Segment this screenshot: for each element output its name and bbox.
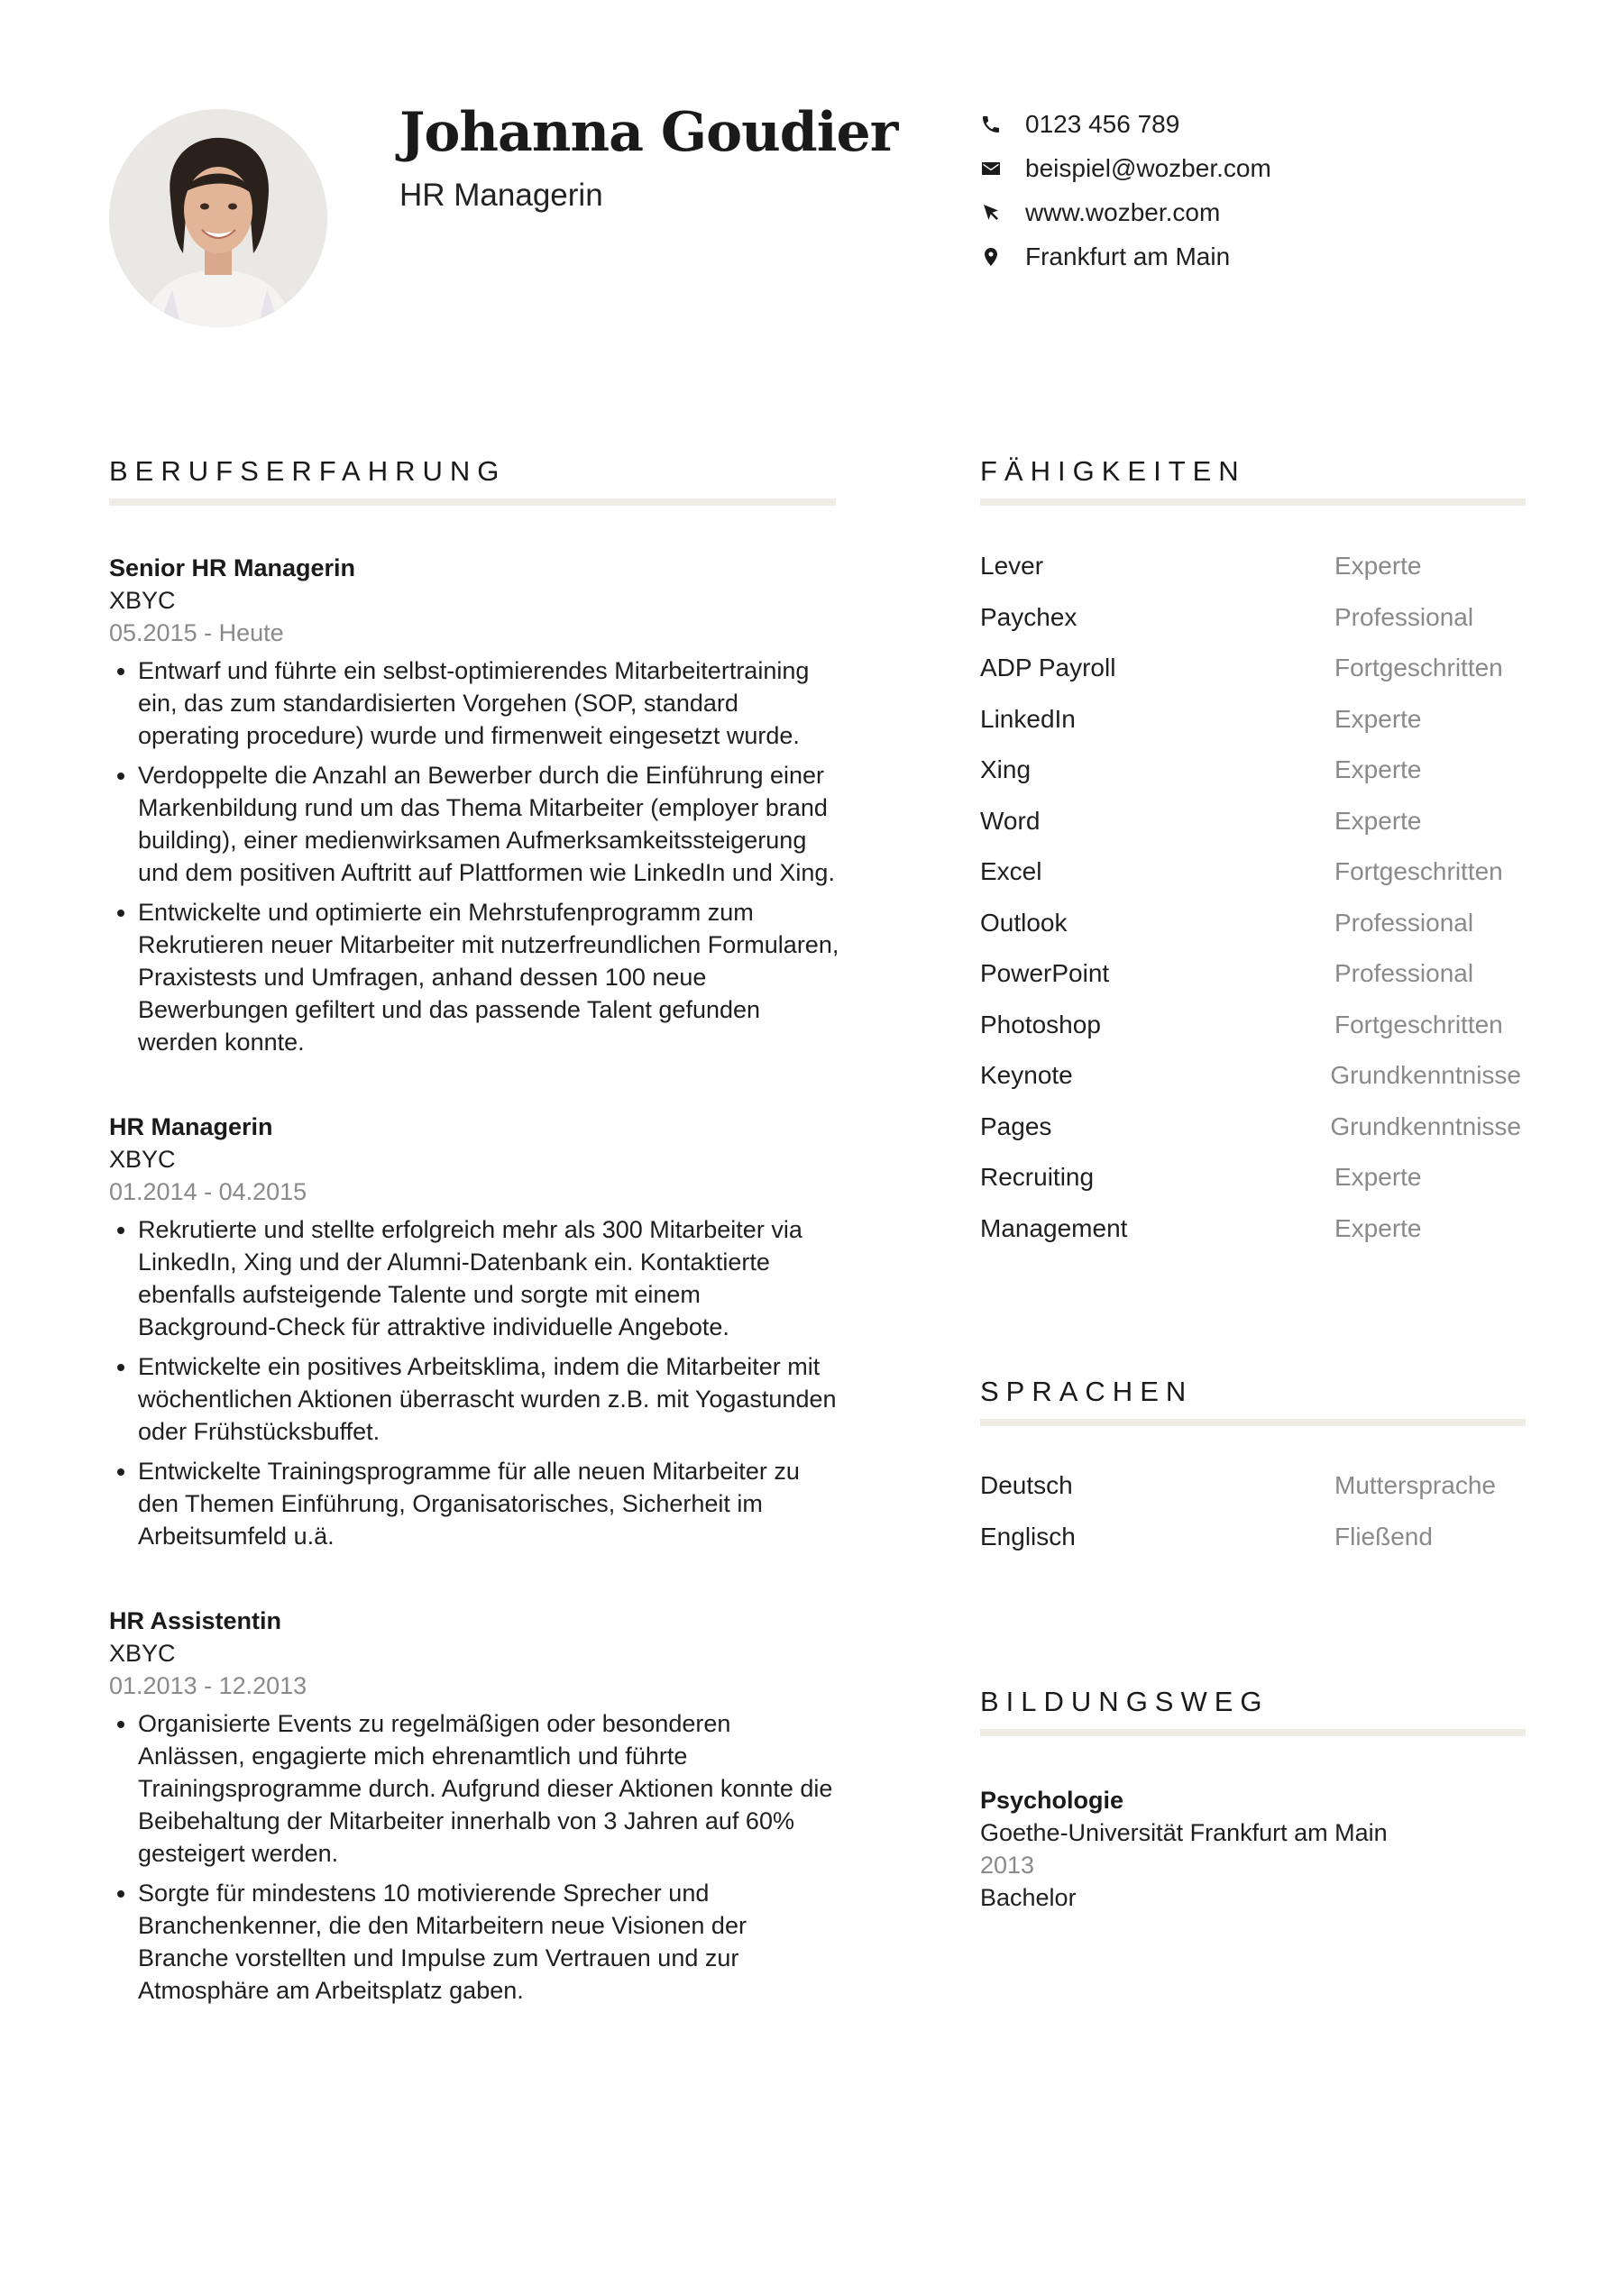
job-company: XBYC (109, 1146, 176, 1173)
education-year: 2013 (980, 1852, 1035, 1879)
profile-photo-illustration (109, 109, 327, 327)
skills-list (980, 552, 1521, 1265)
job-dates: 05.2015 - Heute (109, 619, 284, 646)
candidate-name: Johanna Goudier (399, 101, 898, 164)
skill-name: Lever (980, 552, 1044, 580)
education-school: Goethe-Universität Frankfurt am Main (980, 1819, 1388, 1846)
job-bullets (109, 1707, 839, 2007)
skill-row (980, 909, 1521, 960)
job-entry (109, 1605, 839, 2007)
skill-name: LinkedIn (980, 704, 1076, 733)
education-entry (980, 1784, 1521, 1914)
skill-row (980, 755, 1521, 807)
education-subject: Psychologie (980, 1787, 1124, 1814)
job-bullets (109, 654, 839, 1058)
skill-level: Fortgeschritten (1334, 654, 1503, 681)
language-level: Fließend (1334, 1522, 1433, 1550)
skills-heading: FÄHIGKEITEN (980, 455, 1246, 487)
skill-name: Paychex (980, 602, 1077, 631)
skill-level: Professional (1334, 602, 1474, 631)
skill-name: Xing (980, 755, 1032, 783)
skill-level: Experte (1334, 1163, 1422, 1191)
skill-row (980, 552, 1521, 603)
skill-row (980, 1061, 1521, 1112)
job-bullets (109, 1213, 839, 1552)
skill-row (980, 705, 1521, 756)
languages-divider (980, 1419, 1526, 1426)
skill-row (980, 654, 1521, 705)
contact-location-text: Frankfurt am Main (1025, 242, 1231, 270)
job-entry (109, 1111, 839, 1552)
job-dates: 01.2014 - 04.2015 (109, 1178, 307, 1205)
skill-row (980, 959, 1521, 1011)
candidate-role: HR Managerin (399, 178, 603, 213)
skill-level: Experte (1334, 704, 1422, 733)
skill-row (980, 807, 1521, 858)
job-dates: 01.2013 - 12.2013 (109, 1672, 307, 1699)
language-name: Englisch (980, 1522, 1076, 1550)
skill-name: Recruiting (980, 1163, 1095, 1191)
languages-list (980, 1471, 1521, 1573)
skill-row (980, 1011, 1521, 1062)
skill-name: Photoshop (980, 1010, 1101, 1038)
skill-row (980, 1163, 1521, 1214)
skill-level: Experte (1334, 1213, 1422, 1242)
phone-icon (980, 114, 1002, 135)
job-company: XBYC (109, 587, 176, 614)
skill-row (980, 1214, 1521, 1266)
contact-location (980, 234, 1271, 279)
language-level: Muttersprache (1334, 1471, 1496, 1499)
cursor-icon (980, 202, 1002, 224)
skill-level: Fortgeschritten (1334, 1010, 1503, 1038)
job-bullet: • Verdoppelte die Anzahl an Bewerber durch die Einführung einer Markenbildung rund um das Thema Mitarbeiter (employer brand building), einer medienwirksamen Aufmerksamkeitssteigerung und dem positiven Auftritt auf Plattformen wie LinkedIn und Xing. (138, 759, 839, 889)
experience-heading: BERUFSERFAHRUNG (109, 455, 507, 487)
language-row (980, 1471, 1521, 1523)
job-entry (109, 552, 839, 1058)
skill-level: Fortgeschritten (1334, 857, 1503, 885)
skill-name: Outlook (980, 908, 1068, 937)
skill-name: Keynote (980, 1061, 1073, 1089)
job-bullet: • Sorgte für mindestens 10 motivierende Sprecher und Branchenkenner, die den Mitarbeitern neue Visionen der Branche vorstellten und Impulse zum Vertrauen und zur Atmosphäre am Arbeitsplatz gaben. (138, 1877, 839, 2007)
education-heading: BILDUNGSWEG (980, 1686, 1270, 1717)
skill-name: Excel (980, 857, 1042, 885)
contact-list (980, 102, 1271, 279)
skill-name: PowerPoint (980, 959, 1110, 987)
skill-row (980, 857, 1521, 909)
job-bullet: • Organisierte Events zu regelmäßigen oder besonderen Anlässen, engagierte mich ehrenamtlich und führte Trainingsprogramme durch. Aufgrund dieser Aktionen konnte die Beibehaltung der Mitarbeiter innerhalb von 3 Jahren auf 60% gesteigert werden. (138, 1707, 839, 1870)
job-title: HR Assistentin (109, 1607, 282, 1634)
contact-phone-text: 0123 456 789 (1025, 109, 1180, 138)
contact-email (980, 146, 1271, 190)
experience-divider (109, 499, 836, 506)
skill-level: Professional (1334, 908, 1474, 937)
contact-website (980, 190, 1271, 234)
job-title: Senior HR Managerin (109, 554, 356, 581)
location-pin-icon (980, 246, 1002, 268)
skill-level: Experte (1334, 806, 1422, 835)
education-degree: Bachelor (980, 1884, 1077, 1911)
envelope-icon (980, 158, 1002, 179)
language-row (980, 1523, 1521, 1574)
contact-email-text: beispiel@wozber.com (1025, 153, 1271, 182)
skills-divider (980, 499, 1526, 506)
job-bullet: • Entwickelte Trainingsprogramme für alle neuen Mitarbeiter zu den Themen Einführung, Organisatorisches, Sicherheit im Arbeitsumfeld u.ä. (138, 1455, 839, 1552)
skill-level: Grundkenntnisse (1330, 1061, 1521, 1089)
skill-level: Grundkenntnisse (1330, 1111, 1521, 1140)
job-bullet: • Rekrutierte und stellte erfolgreich mehr als 300 Mitarbeiter via LinkedIn, Xing und der Alumni-Datenbank ein. Kontaktierte ebenfalls aufsteigende Talente und sorgte mit einem Background-Check für attraktive individuelle Angebote. (138, 1213, 839, 1343)
skill-row (980, 603, 1521, 654)
languages-heading: SPRACHEN (980, 1376, 1194, 1407)
language-name: Deutsch (980, 1471, 1073, 1499)
education-divider (980, 1729, 1526, 1736)
profile-photo (109, 109, 327, 327)
contact-website-text: www.wozber.com (1025, 197, 1221, 226)
skill-level: Experte (1334, 755, 1422, 783)
job-bullet: • Entwickelte und optimierte ein Mehrstufenprogramm zum Rekrutieren neuer Mitarbeiter mit nutzerfreundlichen Formularen, Praxistests und Umfragen, anhand dessen 100 neue Bewerbungen gefiltert und das passende Talent gefunden werden konnte. (138, 896, 839, 1058)
job-bullet: • Entwarf und führte ein selbst-optimierendes Mitarbeitertraining ein, das zum standardisierten Vorgehen (SOP, standard operating procedure) wurde und firmenweit eingesetzt wurde. (138, 654, 839, 752)
skill-level: Professional (1334, 959, 1474, 987)
experience-list (109, 552, 839, 2059)
job-bullet: • Entwickelte ein positives Arbeitsklima, indem die Mitarbeiter mit wöchentlichen Aktionen überrascht wurden z.B. mit Yogastunden oder Frühstücksbuffet. (138, 1350, 839, 1448)
skill-name: Management (980, 1213, 1128, 1242)
job-title: HR Managerin (109, 1113, 273, 1140)
skill-name: Word (980, 806, 1041, 835)
skill-name: Pages (980, 1111, 1052, 1140)
skill-row (980, 1112, 1521, 1164)
skill-level: Experte (1334, 552, 1422, 580)
contact-phone (980, 102, 1271, 146)
job-company: XBYC (109, 1640, 176, 1667)
skill-name: ADP Payroll (980, 654, 1116, 681)
